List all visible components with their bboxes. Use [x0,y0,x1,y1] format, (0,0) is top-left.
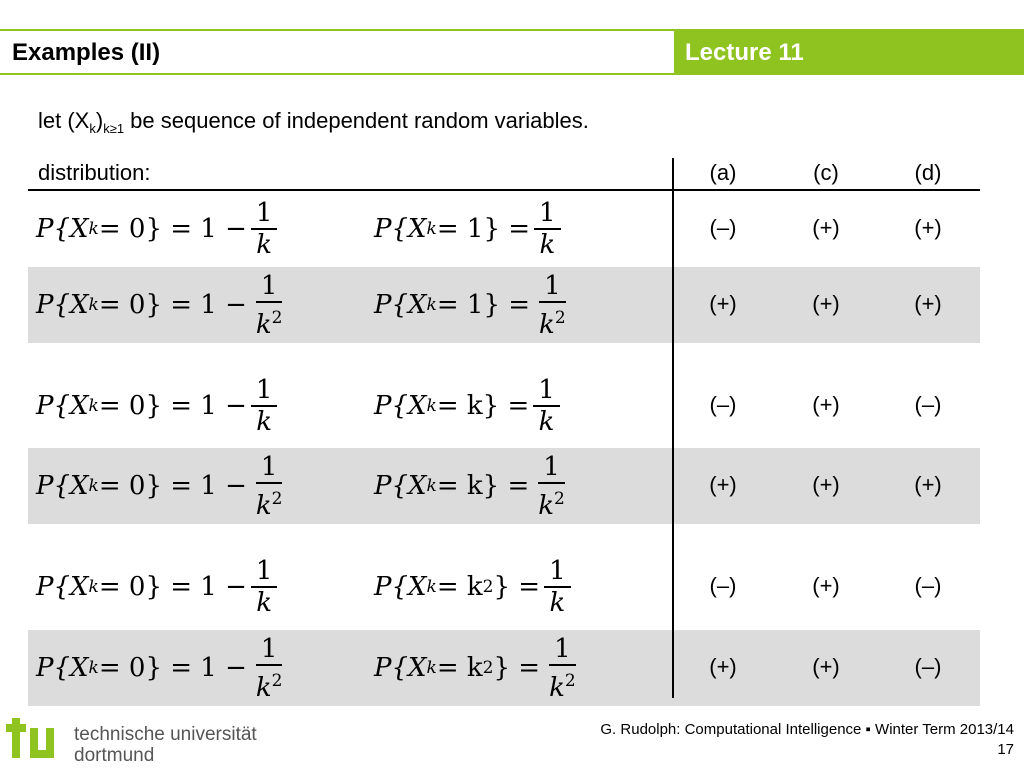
column-divider [672,158,674,698]
fraction-numerator: 1 [544,556,571,588]
formula-eq: = 1} = [436,214,531,244]
formula-sub: k [88,396,99,416]
table-row [28,448,980,524]
fraction [533,375,560,437]
formula-lhs: P{X [374,391,427,421]
formula-lhs: P{X [36,471,89,501]
denominator-base: k [538,490,555,521]
lecture-label: Lecture 11 [685,39,804,66]
result-d: (–) [914,392,942,417]
formula-sub: k [88,658,99,678]
formula-sub: k [426,396,437,416]
formula-left [36,630,292,706]
formula-eq: = k [436,572,483,602]
denominator-base: k [255,309,272,340]
denominator-base: k [549,672,565,703]
table-row [28,368,980,444]
intro-prefix: let (X [38,108,90,133]
formula-right [374,368,564,444]
page-number: 17 [997,741,1014,758]
fraction-numerator: 1 [549,634,576,666]
fraction-numerator: 1 [251,375,278,407]
denominator-base: k [256,230,273,260]
fraction-denominator [251,230,277,260]
formula-sub: k [426,219,437,239]
fraction-denominator [534,230,560,260]
fraction-numerator: 1 [533,375,560,407]
table-row [28,630,980,706]
intro-sub: k [89,121,96,136]
footer-credit [600,720,1014,760]
formula-right [374,448,574,524]
result-c: (+) [812,392,840,417]
formula-value-exponent: 2 [482,658,494,678]
denominator-exponent: 2 [271,670,283,691]
formula-lhs: P{X [374,471,427,501]
intro-index: k≥1 [103,121,125,136]
table-row [28,191,980,267]
formula-eq: = k [436,653,483,683]
fraction-numerator: 1 [251,556,278,588]
formula-right [374,191,565,267]
fraction [251,375,278,437]
result-d: (–) [914,654,942,679]
fraction-denominator [544,588,570,618]
formula-sub: k [426,476,437,496]
table-row [28,549,980,625]
formula-eq: = 0} = 1 − [98,653,247,683]
fraction-denominator [544,666,581,703]
denominator-base: k [256,588,273,618]
fraction [534,198,561,260]
formula-right [374,630,585,706]
result-d: (+) [914,291,942,316]
formula-eq: = 0} = 1 − [98,572,247,602]
result-a: (–) [709,392,737,417]
fraction-denominator [251,666,288,703]
column-header-c: (c) [813,160,839,185]
intro-mid: ) [95,108,104,133]
denominator-base: k [255,672,272,703]
table-row [28,267,980,343]
column-header-a: (a) [709,160,737,185]
formula-lhs: P{X [36,290,89,320]
fraction [251,452,288,521]
formula-eq: = 0} = 1 − [98,471,247,501]
result-a: (–) [709,573,737,598]
denominator-exponent: 2 [271,488,283,509]
result-a: (+) [709,654,737,679]
formula-sub: k [88,476,99,496]
result-a: (+) [709,472,737,497]
denominator-base: k [255,490,272,521]
university-line-2: dortmund [74,745,155,766]
formula-right [374,549,575,625]
result-d: (+) [914,472,942,497]
formula-right [374,267,575,343]
fraction [534,271,571,340]
formula-eq: = k} = [436,391,530,421]
formula-eq-tail: } = [493,653,541,683]
result-d: (+) [914,215,942,240]
formula-lhs: P{X [36,391,89,421]
fraction-denominator [251,303,288,340]
formula-sub: k [88,577,99,597]
fraction-numerator: 1 [538,452,565,484]
fraction [251,634,288,703]
formula-eq-tail: } = [493,572,541,602]
fraction-denominator [251,588,277,618]
formula-sub: k [426,295,437,315]
formula-sub: k [426,577,437,597]
formula-lhs: P{X [36,214,89,244]
result-c: (+) [812,291,840,316]
tu-logo [6,716,68,764]
formula-left [36,191,281,267]
result-c: (+) [812,215,840,240]
formula-sub: k [88,295,99,315]
denominator-exponent: 2 [564,670,576,691]
fraction [533,452,570,521]
fraction [251,198,278,260]
fraction [544,634,581,703]
result-c: (+) [812,573,840,598]
fraction-numerator: 1 [539,271,566,303]
fraction-numerator: 1 [256,271,283,303]
formula-eq: = 1} = [436,290,531,320]
formula-eq: = k} = [436,471,530,501]
fraction [251,556,278,618]
formula-sub: k [426,658,437,678]
denominator-base: k [539,309,555,340]
result-c: (+) [812,654,840,679]
slide-title: Examples (II) [12,39,161,66]
fraction-denominator [533,484,570,521]
fraction-numerator: 1 [534,198,561,230]
denominator-base: k [538,407,555,437]
result-a: (+) [709,291,737,316]
result-a: (–) [709,215,737,240]
formula-lhs: P{X [374,214,427,244]
fraction-denominator [251,484,288,521]
formula-sub: k [88,219,99,239]
denominator-base: k [549,588,566,618]
result-d: (–) [914,573,942,598]
formula-eq: = 0} = 1 − [98,214,247,244]
formula-left [36,549,281,625]
university-name [74,724,257,766]
fraction-denominator [534,407,560,437]
denominator-base: k [256,407,273,437]
fraction [251,271,288,340]
denominator-exponent: 2 [554,307,566,328]
column-header-d: (d) [914,160,942,185]
result-c: (+) [812,472,840,497]
credit-text: G. Rudolph: Computational Intelligence ▪ Winter Term 2013/14 [600,721,1014,738]
formula-left [36,448,292,524]
formula-value-exponent: 2 [482,577,494,597]
denominator-exponent: 2 [554,488,565,509]
university-line-1: technische universität [74,724,257,745]
formula-eq: = 0} = 1 − [98,391,247,421]
formula-left [36,267,292,343]
formula-eq: = 0} = 1 − [98,290,247,320]
formula-lhs: P{X [36,572,89,602]
intro-text [38,106,589,144]
formula-lhs: P{X [374,653,427,683]
fraction-denominator [251,407,277,437]
denominator-base: k [539,230,556,260]
fraction [544,556,571,618]
fraction-numerator: 1 [251,198,278,230]
fraction-numerator: 1 [256,634,283,666]
formula-lhs: P{X [36,653,89,683]
fraction-numerator: 1 [256,452,283,484]
denominator-exponent: 2 [271,307,283,328]
fraction-denominator [534,303,571,340]
formula-lhs: P{X [374,290,427,320]
distribution-label: distribution: [38,160,151,185]
formula-lhs: P{X [374,572,427,602]
intro-suffix: be sequence of independent random variables. [124,108,589,133]
formula-left [36,368,281,444]
